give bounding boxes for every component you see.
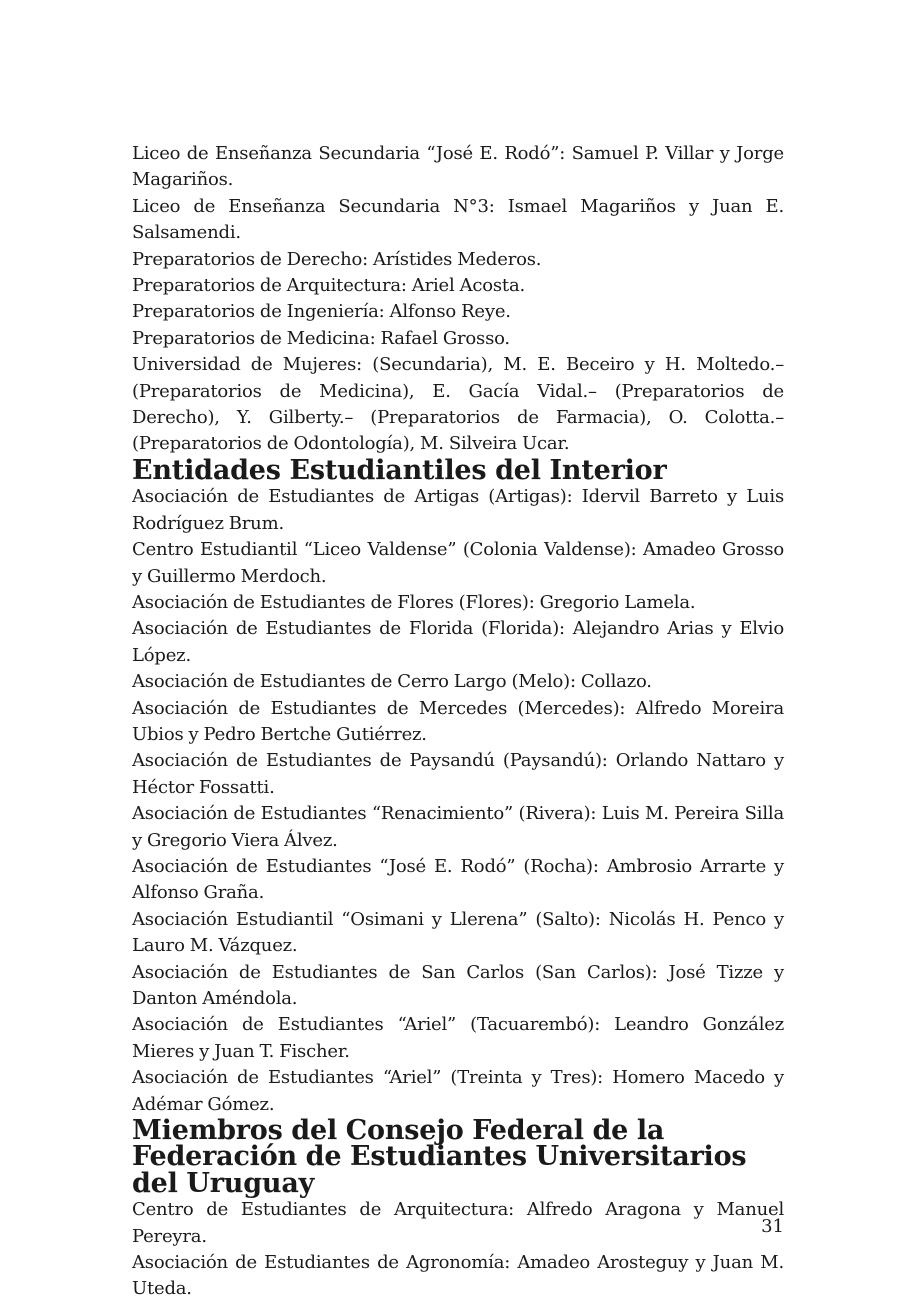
list-item: Universidad de Mujeres: (Secundaria), M. E. Beceiro y H. Moltedo.– (Preparatorios de Medicina), E. Gacía Vidal.– (Preparatorios de Derecho), Y. Gilberty.– (Preparatorios de Farmacia), O. Colotta.– (Preparatorios de Odontología), M. Silveira Ucar. <box>132 354 784 455</box>
list-item: Preparatorios de Medicina: Rafael Grosso. <box>132 327 510 349</box>
section-heading-interior: Entidades Estudiantiles del Interior <box>132 454 667 486</box>
list-item: Asociación de Estudiantes de Cerro Largo (Melo): Collazo. <box>132 671 652 693</box>
section-consejo <box>132 1197 784 1303</box>
section-liceos <box>132 141 784 458</box>
list-item: Centro de Estudiantes de Arquitectura: Alfredo Aragona y Manuel Pereyra. <box>132 1199 784 1247</box>
section-interior <box>132 484 784 1118</box>
list-item: Asociación de Estudiantes de Agronomía: Amadeo Arosteguy y Juan M. Uteda. <box>132 1252 784 1300</box>
section-heading-consejo: Miembros del Consejo Federal de la Federación de Estudiantes Universitarios del Uruguay <box>132 1115 747 1199</box>
list-item: Liceo de Enseñanza Secundaria N°3: Ismael Magariños y Juan E. Salsamendi. <box>132 195 784 244</box>
list-item: Asociación de Estudiantes de Paysandú (Paysandú): Orlando Nattaro y Héctor Fossatti. <box>132 750 784 798</box>
list-item: Preparatorios de Arquitectura: Ariel Acosta. <box>132 275 526 297</box>
list-item: Asociación de Estudiantes “Ariel” (Tacuarembó): Leandro González Mieres y Juan T. Fischer. <box>132 1014 784 1062</box>
list-item: Asociación de Estudiantes de Flores (Flores): Gregorio Lamela. <box>132 591 696 613</box>
list-item: Asociación Estudiantil “Osimani y Llerena” (Salto): Nicolás H. Penco y Lauro M. Vázquez. <box>132 908 784 957</box>
list-item: Asociación de Estudiantes de Artigas (Artigas): Idervil Barreto y Luis Rodríguez Brum. <box>132 486 784 534</box>
list-item: Asociación de Estudiantes de Mercedes (Mercedes): Alfredo Moreira Ubios y Pedro Bertche Gutiérrez. <box>132 697 784 745</box>
list-item: Asociación de Estudiantes “José E. Rodó” (Rocha): Ambrosio Arrarte y Alfonso Graña. <box>132 855 784 904</box>
list-item: Centro Estudiantil “Liceo Valdense” (Colonia Valdense): Amadeo Grosso y Guillermo Merdoch. <box>132 539 784 587</box>
document-body <box>132 141 784 1303</box>
page-number: 31 <box>761 1216 784 1237</box>
list-item: Asociación de Estudiantes “Renacimiento” (Rivera): Luis M. Pereira Silla y Gregorio Viera Álvez. <box>132 803 784 851</box>
list-item: Preparatorios de Ingeniería: Alfonso Reye. <box>132 301 511 323</box>
list-item: Liceo de Enseñanza Secundaria “José E. Rodó”: Samuel P. Villar y Jorge Magariños. <box>132 143 784 191</box>
list-item: Asociación de Estudiantes de San Carlos (San Carlos): José Tizze y Danton Améndola. <box>132 961 784 1009</box>
list-item: Preparatorios de Derecho: Arístides Mederos. <box>132 248 542 270</box>
list-item: Asociación de Estudiantes de Florida (Florida): Alejandro Arias y Elvio López. <box>132 618 784 666</box>
list-item: Asociación de Estudiantes “Ariel” (Treinta y Tres): Homero Macedo y Adémar Gómez. <box>132 1067 784 1115</box>
